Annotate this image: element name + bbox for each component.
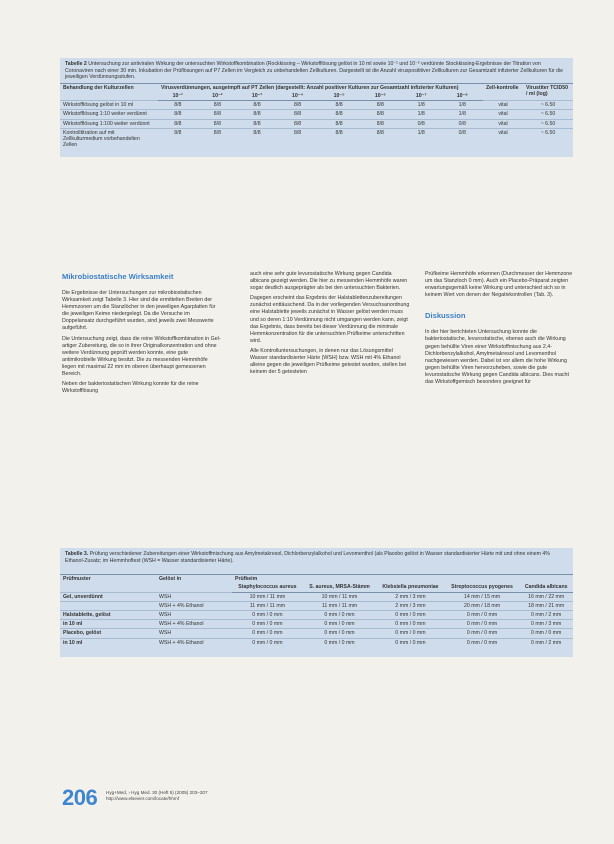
table-cell: 20 mm / 18 mm bbox=[445, 601, 520, 610]
body-paragraph: Die Ergebnisse der Untersuchungen zur mikrobiostatischen Wirksamkeit zeigt Tabelle 3. Hier sind die ermittelten Breiten der Hemmzonen um die Stanzlöcher in den jeweiligen Agarplatten für die jeweiligen Keime niedergelegt. Da die Versuche im Doppelansatz durchgeführt wurden, sind jeweils zwei Messwerte aufgeführt. bbox=[62, 290, 216, 332]
table-cell: 8/8 bbox=[237, 128, 277, 149]
table-cell: 0 mm / 0 mm bbox=[376, 638, 445, 647]
table-cell: 0 mm / 0 mm bbox=[376, 620, 445, 629]
sample-label: in 10 ml bbox=[60, 638, 156, 647]
table-cell: 2 mm / 3 mm bbox=[376, 601, 445, 610]
head-cell-control: Zell-kontrolle bbox=[483, 83, 523, 100]
dilution-header: 10⁻⁴ bbox=[277, 92, 319, 101]
dilution-header: 10⁻⁷ bbox=[401, 92, 442, 101]
table-cell: 0 mm / 0 mm bbox=[303, 611, 376, 620]
body-paragraph: Prüfkeime Hemmhöfe erkennen (Durchmesser der Hemmzone um das Stanzloch 0 mm). Auch ein Placebo-Präparat zeigten erwartungsgemäß keine Wirkung und unterschied sich so in keinem Wert von denen der Negativkontrollen (Tab. 3). bbox=[425, 271, 573, 299]
table-cell: 18 mm / 21 mm bbox=[519, 601, 573, 610]
row-label: Wirkstofflösung gelöst in 10 ml bbox=[60, 101, 158, 110]
cell-titer: ~ 6.50 bbox=[523, 110, 573, 119]
table-cell: 8/8 bbox=[360, 128, 401, 149]
table-cell: 16 mm / 22 mm bbox=[519, 592, 573, 601]
table-cell: 2 mm / 3 mm bbox=[376, 592, 445, 601]
citation bbox=[106, 790, 208, 802]
table-cell: 1/8 bbox=[442, 101, 483, 110]
body-paragraph: Alle Kontrolluntersuchungen, in denen nur das Lösungsmittel Wasser standardisierter Härte (WSH) bzw. WSH mit 4% Ethanol alleine gegen die jeweiligen Prüfkeime getestet wurden, stellen bei keinem der 5 getesteten bbox=[250, 347, 407, 376]
table-cell: 8/8 bbox=[277, 101, 319, 110]
cell-control: vital bbox=[483, 119, 523, 128]
dilution-header: 10⁻⁸ bbox=[442, 92, 483, 101]
solvent-label: WSH bbox=[156, 592, 232, 601]
citation-line-1: Hyg+Med, › Hyg Med. 30 (Heft 5) (2005) 203–207 bbox=[106, 790, 208, 795]
dilution-header: 10⁻¹ bbox=[158, 92, 198, 101]
section-heading-diskussion: Diskussion bbox=[425, 311, 466, 321]
solvent-label: WSH + 4% Ethanol bbox=[156, 620, 232, 629]
table-cell: 0 mm / 0 mm bbox=[376, 629, 445, 638]
sample-label bbox=[60, 601, 156, 610]
head-dilution: Virusverdünnungen, ausgeimpft auf PT Zellen (dargestellt: Anzahl positiver Kulturen zur Gesamtzahl infizierter Kulturen) bbox=[158, 83, 483, 92]
table-row bbox=[60, 620, 573, 629]
row-label: Wirkstofflösung 1:100 weiter verdünnt bbox=[60, 119, 158, 128]
organism-header: Streptococcus pyogenes bbox=[445, 583, 520, 592]
text-column-3 bbox=[425, 271, 575, 389]
table-cell: 0 mm / 0 mm bbox=[303, 638, 376, 647]
solvent-label: WSH + 4% Ethanol bbox=[156, 638, 232, 647]
table-cell: 1/8 bbox=[401, 110, 442, 119]
table-cell: 0 mm / 0 mm bbox=[519, 629, 573, 638]
sample-label: in 10 ml bbox=[60, 620, 156, 629]
head-solvent: Gelöst in bbox=[156, 575, 232, 592]
body-paragraph: In der hier berichteten Untersuchung konnte die bakteriostatische, levurostatische, ebenso auch die Wirkung gegen behüllte Viren einer Wirkstoffmischung aus 2,4-Dichlorbenzylalkohol, Amylmetakresol und Levomenthol nachgewiesen werden. Dabei ist vor allem die hohe Wirkung gegen behüllte Viren hervorzuheben, sowie die gute levurostatische Wirkung gegen Candida albicans. Dies macht das Wirkstoffgemisch besonders geeignet für bbox=[425, 329, 569, 386]
table-row bbox=[60, 601, 573, 610]
table-cell: 8/8 bbox=[318, 101, 359, 110]
table-cell: 8/8 bbox=[237, 101, 277, 110]
table-row bbox=[60, 119, 573, 128]
table-cell: 8/8 bbox=[198, 110, 238, 119]
table-cell: 10 mm / 11 mm bbox=[303, 592, 376, 601]
table-cell: 8/8 bbox=[158, 101, 198, 110]
table-row bbox=[60, 629, 573, 638]
table-row bbox=[60, 101, 573, 110]
section-heading-mikrobiostatische: Mikrobiostatische Wirksamkeit bbox=[62, 272, 174, 281]
table-cell: 0 mm / 2 mm bbox=[519, 638, 573, 647]
solvent-label: WSH bbox=[156, 629, 232, 638]
table-3-caption bbox=[60, 548, 573, 566]
table-cell: 8/8 bbox=[198, 128, 238, 149]
table-cell: 0/8 bbox=[401, 119, 442, 128]
table-cell: 0/8 bbox=[442, 128, 483, 149]
sample-label: Gel, unverdünnt bbox=[60, 592, 156, 601]
table-cell: 8/8 bbox=[318, 110, 359, 119]
table-cell: 1/8 bbox=[401, 101, 442, 110]
table-cell: 14 mm / 15 mm bbox=[445, 592, 520, 601]
table-cell: 8/8 bbox=[158, 119, 198, 128]
table-cell: 8/8 bbox=[277, 128, 319, 149]
table-2-caption-text: Untersuchung zur antiviralen Wirkung der untersuchten Wirkstoffkombination (Rockkissing – Wirkstofflösung gelöst in 10 ml sowie 10⁻¹ und 10⁻² verdünnte Stockkissing-Ergebnisse der Titration von Coronaviren nach einer 30 min. Inkubation der Prüflösungen auf P7 Zellen im Vergleich zu unbehandelten Zellkulturen. Dargestellt ist die Anzahl virusposititiver Zellkulturen zur Gesamtzahl infizierter Zellkulturen für die jeweiligen Verdünnungsstufen. bbox=[65, 61, 563, 81]
dilution-header: 10⁻² bbox=[198, 92, 238, 101]
table-cell: 0 mm / 0 mm bbox=[232, 620, 303, 629]
row-label: Wirkstofflösung 1:10 weiter verdünnt bbox=[60, 110, 158, 119]
table-cell: 8/8 bbox=[158, 110, 198, 119]
table-2 bbox=[60, 58, 573, 157]
table-cell: 8/8 bbox=[237, 110, 277, 119]
table-cell: 0 mm / 0 mm bbox=[376, 611, 445, 620]
organism-header: Staphylococcus aureus bbox=[232, 583, 303, 592]
table-cell: 8/8 bbox=[198, 101, 238, 110]
table-cell: 8/8 bbox=[360, 119, 401, 128]
table-cell: 0 mm / 0 mm bbox=[445, 620, 520, 629]
table-3 bbox=[60, 548, 573, 657]
table-cell: 0 mm / 0 mm bbox=[445, 638, 520, 647]
table-cell: 0 mm / 0 mm bbox=[232, 611, 303, 620]
table-cell: 8/8 bbox=[237, 119, 277, 128]
cell-control: vital bbox=[483, 110, 523, 119]
organism-header: Klebsiella pneumoniae bbox=[376, 583, 445, 592]
cell-titer: ~ 6.50 bbox=[523, 128, 573, 149]
citation-line-2: http://www.elsevier.com/locate/hhmf bbox=[106, 795, 180, 801]
solvent-label: WSH bbox=[156, 611, 232, 620]
table-cell: 0 mm / 3 mm bbox=[519, 620, 573, 629]
cell-control: vital bbox=[483, 101, 523, 110]
table-2-caption-label: Tabelle 2 bbox=[65, 61, 87, 67]
text-column-1 bbox=[62, 272, 222, 398]
table-3-caption-text: Prüfung verschiedener Zubereitungen einer Wirkstoffmischung aus Amylmetakresol, Dichlorbenzylalkohol und Levomenthol (als Placebo gelöst in Wasser standardisierter Härte mit und ohne einem 4% Ethanol-Zusatz; im Hemmhoftest (WSH = Wasser standardisierter Härte). bbox=[65, 551, 550, 564]
table-row bbox=[60, 638, 573, 647]
dilution-header: 10⁻³ bbox=[237, 92, 277, 101]
table-cell: 0/8 bbox=[442, 119, 483, 128]
table-3-grid bbox=[60, 574, 573, 647]
table-cell: 0 mm / 0 mm bbox=[303, 629, 376, 638]
table-cell: 1/8 bbox=[401, 128, 442, 149]
table-cell: 10 mm / 11 mm bbox=[232, 592, 303, 601]
table-row bbox=[60, 592, 573, 601]
organism-header: S. aureus, MRSA-Stämm bbox=[303, 583, 376, 592]
table-cell: 0 mm / 0 mm bbox=[303, 620, 376, 629]
table-cell: 8/8 bbox=[360, 110, 401, 119]
table-cell: 11 mm / 11 mm bbox=[232, 601, 303, 610]
page-number: 206 bbox=[62, 785, 98, 810]
cell-titer: ~ 6.50 bbox=[523, 119, 573, 128]
table-2-grid bbox=[60, 83, 573, 150]
head-virus-titer: Virustiter TCID50 / ml (log) bbox=[523, 83, 573, 100]
table-cell: 0 mm / 0 mm bbox=[232, 638, 303, 647]
body-paragraph: auch eine sehr gute levurostatische Wirkung gegen Candida albicans gezeigt werden. Die hier zu messenden Hemmhöfe waren sogar deutlich ausgeprägter als bei den untersuchten Bakterien. bbox=[250, 271, 408, 292]
table-row bbox=[60, 611, 573, 620]
dilution-header: 10⁻⁶ bbox=[360, 92, 401, 101]
table-cell: 8/8 bbox=[198, 119, 238, 128]
body-paragraph: Die Untersuchung zeigt, dass die reine Wirkstoffkombination in Gel-artiger Zubereitung, die so in ihrer Originalkonzentration und ohne weitere Verdünnung geprüft werden konnte, eine gute antimikrobielle Wirkung besitzt. Die zu messenden Hemmhöfe liegen mit maximal 22 mm im oberen überhaupt gemessenen Bereich. bbox=[62, 335, 221, 378]
table-cell: 8/8 bbox=[318, 128, 359, 149]
table-row bbox=[60, 128, 573, 149]
table-cell: 8/8 bbox=[277, 119, 319, 128]
dilution-header: 10⁻⁵ bbox=[318, 92, 359, 101]
table-cell: 0 mm / 0 mm bbox=[445, 611, 520, 620]
body-paragraph: Dagegen erscheint das Ergebnis der Halstablettenzubereitungen zunächst enttäuschend. Da in der vorliegenden Versuchsanordnung eine Halstablette jeweils zunächst in Wasser gelöst werden muss und so deren 1:10 Verdünnung nicht umgangen werden kann, zeigt das Ergebnis, dass bereits bei dieser Verdünnung die minimale Hemmkonzentration für die untersuchten Prüfkeime unterschritten wird. bbox=[250, 295, 410, 344]
table-row bbox=[60, 110, 573, 119]
table-cell: 8/8 bbox=[277, 110, 319, 119]
table-cell: 0 mm / 0 mm bbox=[232, 629, 303, 638]
row-label: Kontrolltitration auf mit Zellkulturmedium vorbehandelten Zellen bbox=[60, 128, 158, 149]
table-cell: 8/8 bbox=[318, 119, 359, 128]
table-2-caption bbox=[60, 58, 573, 83]
table-3-caption-label: Tabelle 3. bbox=[65, 551, 89, 557]
text-column-2 bbox=[250, 271, 410, 379]
body-paragraph: Neben der bakteriostatischen Wirkung konnte für die reine Wirkstofflösung bbox=[62, 381, 199, 395]
table-cell: 8/8 bbox=[360, 101, 401, 110]
organism-header: Candida albicans bbox=[519, 583, 573, 592]
sample-label: Halstablette, gelöst bbox=[60, 611, 156, 620]
table-cell: 8/8 bbox=[158, 128, 198, 149]
table-cell: 0 mm / 2 mm bbox=[519, 611, 573, 620]
sample-label: Placebo, gelöst bbox=[60, 629, 156, 638]
solvent-label: WSH + 4% Ethanol bbox=[156, 601, 232, 610]
cell-control: vital bbox=[483, 128, 523, 149]
table-cell: 1/8 bbox=[442, 110, 483, 119]
table-cell: 0 mm / 0 mm bbox=[445, 629, 520, 638]
head-treatment: Behandlung der Kulturzellen bbox=[60, 83, 158, 100]
cell-titer: ~ 6.50 bbox=[523, 101, 573, 110]
table-cell: 11 mm / 11 mm bbox=[303, 601, 376, 610]
head-organisms: Prüfkeim bbox=[232, 575, 573, 584]
head-sample: Prüfmuster bbox=[60, 575, 156, 592]
